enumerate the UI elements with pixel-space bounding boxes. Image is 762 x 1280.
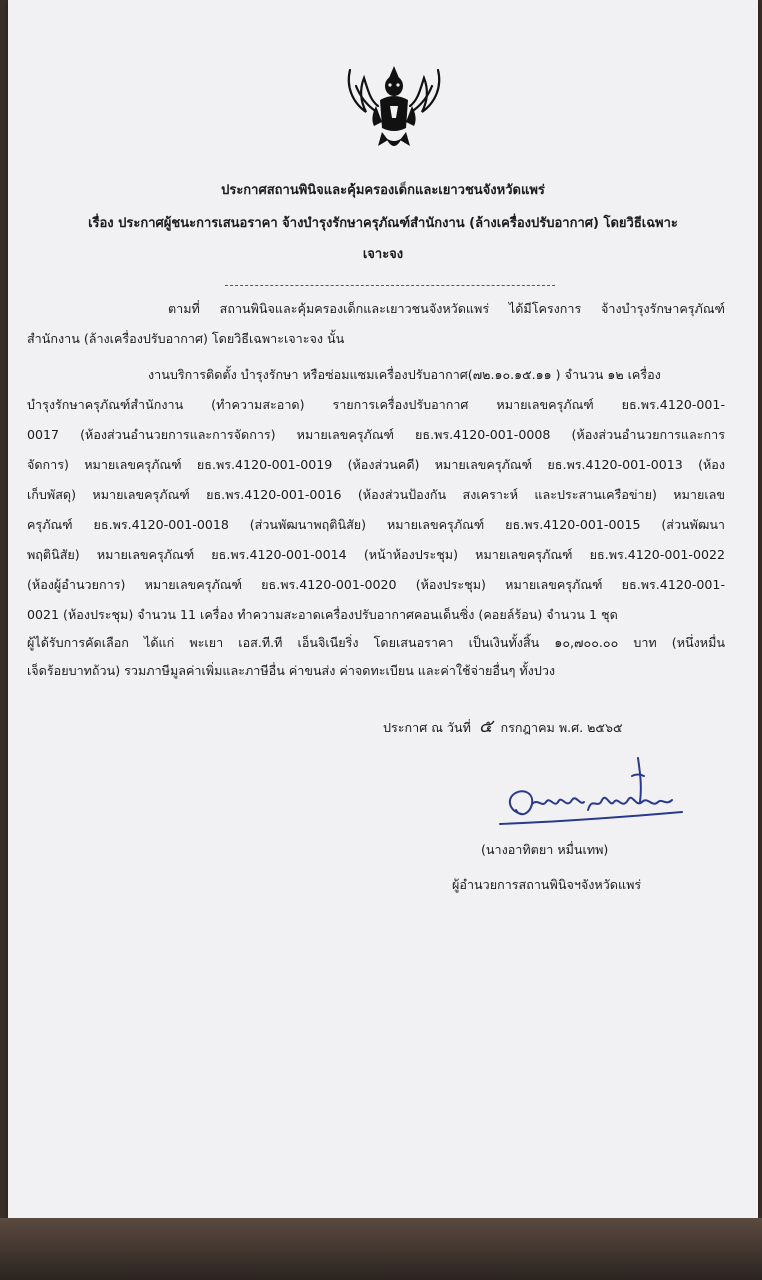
announce-date [383,718,622,737]
subject-line-1: เรื่อง ประกาศผู้ชนะการเสนอราคา จ้างบำรุงรักษาครุภัณฑ์สำนักงาน (ล้างเครื่องปรับอากาศ) โดยวิธีเฉพาะ [88,216,678,231]
para1-line: ตามที่ สถานพินิจและคุ้มครองเด็กและเยาวชนจังหวัดแพร่ ได้มีโครงการ จ้างบำรุงรักษาครุภัณฑ์ [168,301,725,316]
date-prefix: ประกาศ ณ วันที่ [383,720,471,735]
para2-line: จัดการ) หมายเลขครุภัณฑ์ ยธ.พร.4120-001-0019 (ห้องส่วนคดี) หมายเลขครุภัณฑ์ ยธ.พร.4120-001-0013 (ห้อง [27,457,725,472]
para2-line: 0021 (ห้องประชุม) จำนวน 11 เครื่อง ทำความสะอาดเครื่องปรับอากาศคอนเด็นซิ่ง (คอยล์ร้อน) จำนวน 1 ชุด [27,607,618,622]
agency-title: ประกาศสถานพินิจและคุ้มครองเด็กและเยาวชนจังหวัดแพร่ [221,183,545,198]
para2-line: (ห้องผู้อำนวยการ) หมายเลขครุภัณฑ์ ยธ.พร.4120-001-0020 (ห้องประชุม) หมายเลขครุภัณฑ์ ยธ.พร.4120-001- [27,577,725,592]
date-day: ๕ [478,716,493,737]
para2-line: พฤตินิสัย) หมายเลขครุภัณฑ์ ยธ.พร.4120-001-0014 (หน้าห้องประชุม) หมายเลขครุภัณฑ์ ยธ.พร.4120-001-0022 [27,547,725,562]
signatory-position: ผู้อำนวยการสถานพินิจฯจังหวัดแพร่ [452,877,642,892]
para2-line: ผู้ได้รับการคัดเลือก ได้แก่ พะเยา เอส.ที.ที เอ็นจิเนียริ่ง โดยเสนอราคา เป็นเงินทั้งสิ้น ๑๐,๗๐๐.๐๐ บาท (หนึ่งหมื่น [27,635,725,650]
para2-line: เจ็ดร้อยบาทถ้วน) รวมภาษีมูลค่าเพิ่มและภาษีอื่น ค่าขนส่ง ค่าจดทะเบียน และค่าใช้จ่ายอื่นๆ ทั้งปวง [27,663,556,678]
para2-line: บำรุงรักษาครุภัณฑ์สำนักงาน (ทำความสะอาด) รายการเครื่องปรับอากาศ หมายเลขครุภัณฑ์ ยธ.พร.4120-001- [27,397,725,412]
handwritten-signature [492,752,692,848]
para1-line: สำนักงาน (ล้างเครื่องปรับอากาศ) โดยวิธีเฉพาะเจาะจง นั้น [27,331,345,346]
subject-line-2: เจาะจง [362,247,404,262]
garuda-emblem-icon [340,56,448,156]
divider-line [225,285,555,286]
para2-line: ครุภัณฑ์ ยธ.พร.4120-001-0018 (ส่วนพัฒนาพฤตินิสัย) หมายเลขครุภัณฑ์ ยธ.พร.4120-001-0015 (ส่วนพัฒนา [27,517,725,532]
para2-line: งานบริการติดตั้ง บำรุงรักษา หรือซ่อมแซมเครื่องปรับอากาศ(๗๒.๑๐.๑๕.๑๑ ) จำนวน ๑๒ เครื่อง [148,367,661,382]
para2-line: 0017 (ห้องส่วนอำนวยการและการจัดการ) หมายเลขครุภัณฑ์ ยธ.พร.4120-001-0008 (ห้องส่วนอำนวยการและการ [27,427,725,442]
date-month-year: กรกฎาคม พ.ศ. ๒๕๖๕ [500,720,623,735]
para2-line: เก็บพัสดุ) หมายเลขครุภัณฑ์ ยธ.พร.4120-001-0016 (ห้องส่วนป้องกัน สงเคราะห์ และประสานเครือข่าย) หมายเลข [27,487,725,502]
document-page [8,0,758,1218]
background-surface [0,1218,762,1280]
signatory-name: (นางอาทิตยา หมื่นเทพ) [481,842,609,857]
